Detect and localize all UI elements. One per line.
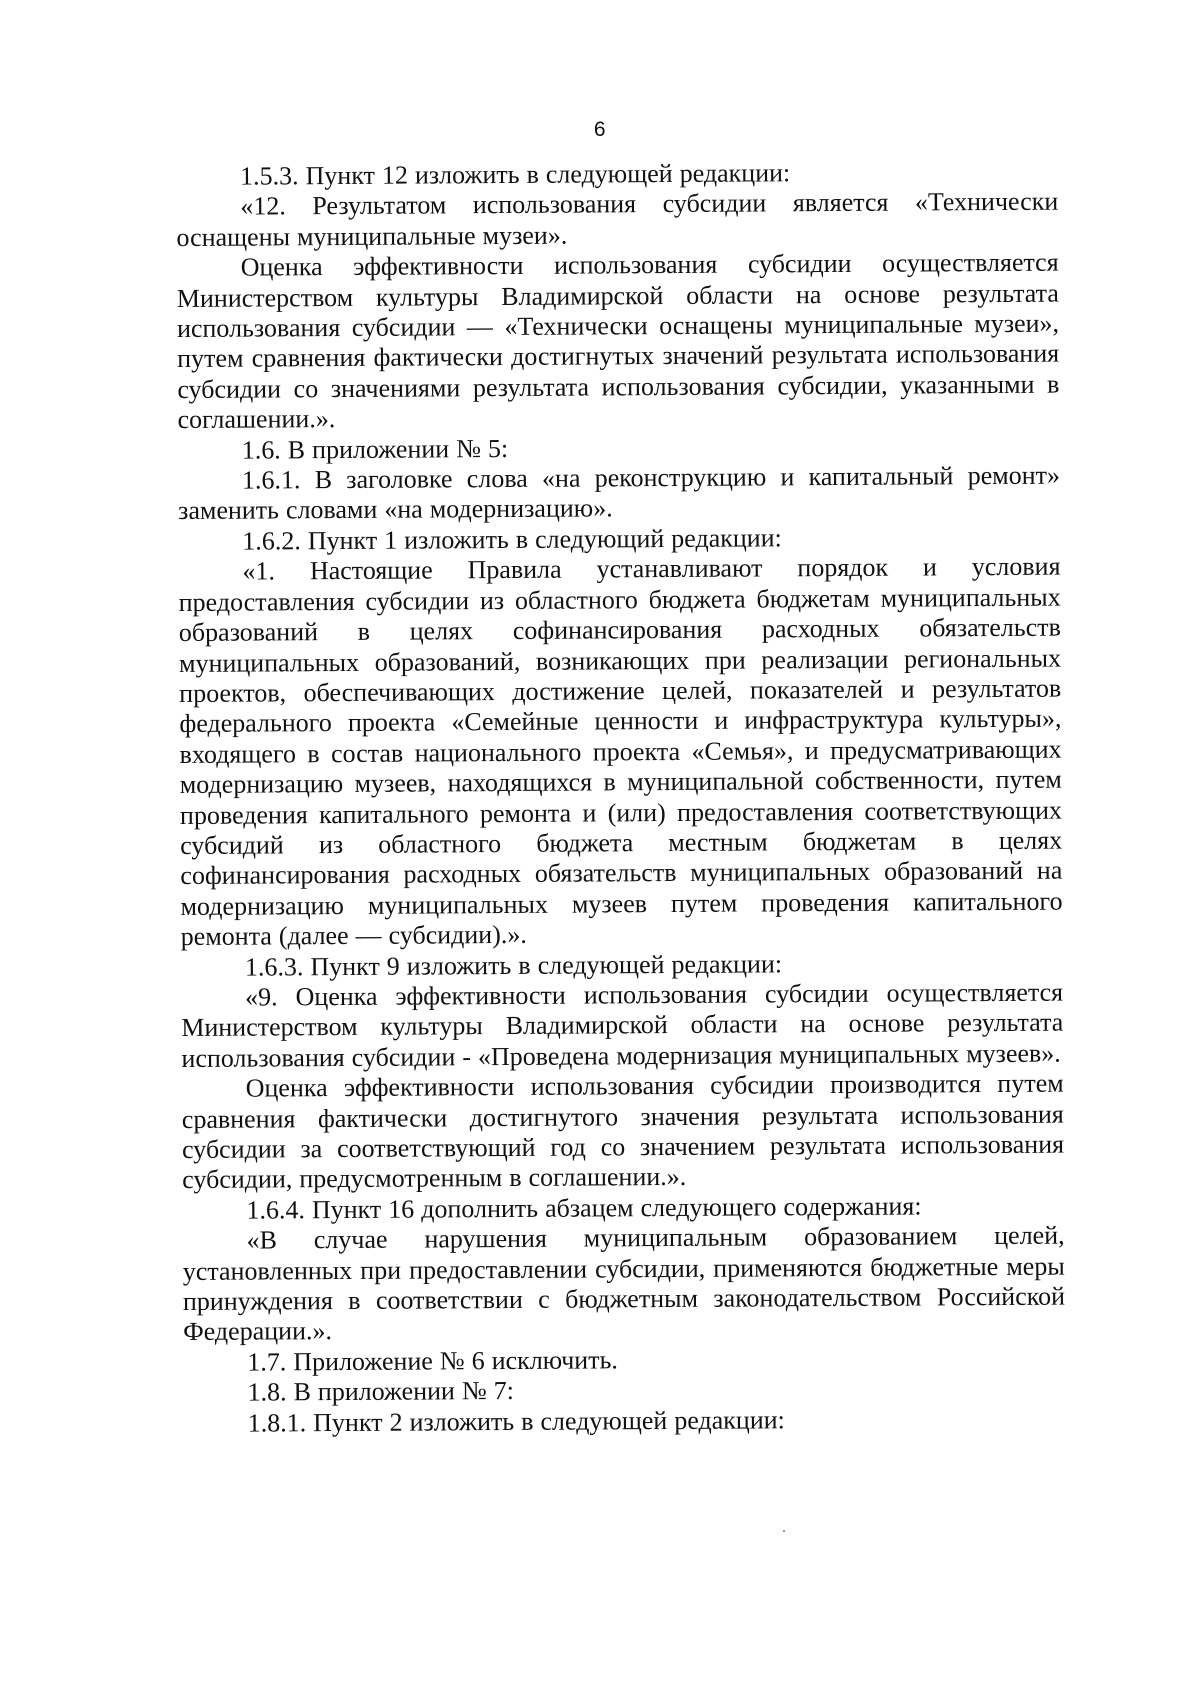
paragraph-point-16-addition: «В случае нарушения муниципальным образованием целей, установленных при предоставлении субсидии, применяются бюджетные меры принуждения в соответствии с бюджетным законодательством Российской Федерации.». bbox=[182, 1220, 1066, 1347]
paragraph-1-6-2: 1.6.2. Пункт 1 изложить в следующий редакции: bbox=[242, 523, 782, 556]
paragraph-point-9-text: «9. Оценка эффективности использования субсидии осуществляется Министерством культуры Владимирской области на основе результата использования субсидии - «Проведена модернизация муниципальных музеев». bbox=[181, 977, 1064, 1073]
paragraph-1-7: 1.7. Приложение № 6 исключить. bbox=[247, 1345, 618, 1377]
paragraph-1-8: 1.8. В приложении № 7: bbox=[247, 1376, 515, 1407]
paragraph-1-8-1: 1.8.1. Пункт 2 изложить в следующей редакции: bbox=[247, 1404, 785, 1438]
paragraph-1-6-4: 1.6.4. Пункт 16 дополнить абзацем следующего содержания: bbox=[246, 1191, 922, 1225]
paragraph-1-6-3: 1.6.3. Пункт 9 изложить в следующей редакции: bbox=[244, 948, 783, 982]
paragraph-1-6: 1.6. В приложении № 5: bbox=[241, 433, 509, 465]
paragraph-point-12-text: «12. Результатом использования субсидии является «Технически оснащены муниципальные музеи». bbox=[176, 187, 1059, 252]
paragraph-efficiency-assessment: Оценка эффективности использования субсидии осуществляется Министерством культуры Владимирской области на основе результата использования субсидии — «Технически оснащены муниципальные музеи», путем сравнения фактически достигнутых значений результата использования субсидии со значениями результата использования субсидии, указанными в соглашении.». bbox=[176, 247, 1060, 435]
scan-speck bbox=[783, 1530, 785, 1532]
paragraph-efficiency-comparison: Оценка эффективности использования субсидии производится путем сравнения фактически достигнутого значения результата использования субсидии за соответствующий год со значением результата использования субсидии, предусмотренным в соглашении.». bbox=[181, 1068, 1065, 1195]
document-body bbox=[176, 157, 1066, 1439]
paragraph-1-6-1: 1.6.1. В заголовке слова «на реконструкцию и капитальный ремонт» заменить словами «на модернизацию». bbox=[178, 460, 1061, 526]
paragraph-point-1-text: «1. Настоящие Правила устанавливают порядок и условия предоставления субсидии из областного бюджета бюджетам муниципальных образований в целях софинансирования расходных обязательств муниципальных образований, возникающих при реализации региональных проектов, обеспечивающих достижение целей, показателей и результатов федерального проекта «Семейные ценности и инфраструктура культуры», входящего в состав национального проекта «Семья», и предусматривающих модернизацию музеев, находящихся в муниципальной собственности, путем проведения капитального ремонта и (или) предоставления соответствующих субсидий из областного бюджета местным бюджетам в целях софинансирования расходных обязательств муниципальных образований на модернизацию муниципальных музеев путем проведения капитального ремонта (далее — субсидии).». bbox=[178, 551, 1063, 952]
paragraph-1-5-3: 1.5.3. Пункт 12 изложить в следующей редакции: bbox=[239, 158, 791, 191]
page-number: 6 bbox=[593, 118, 607, 141]
